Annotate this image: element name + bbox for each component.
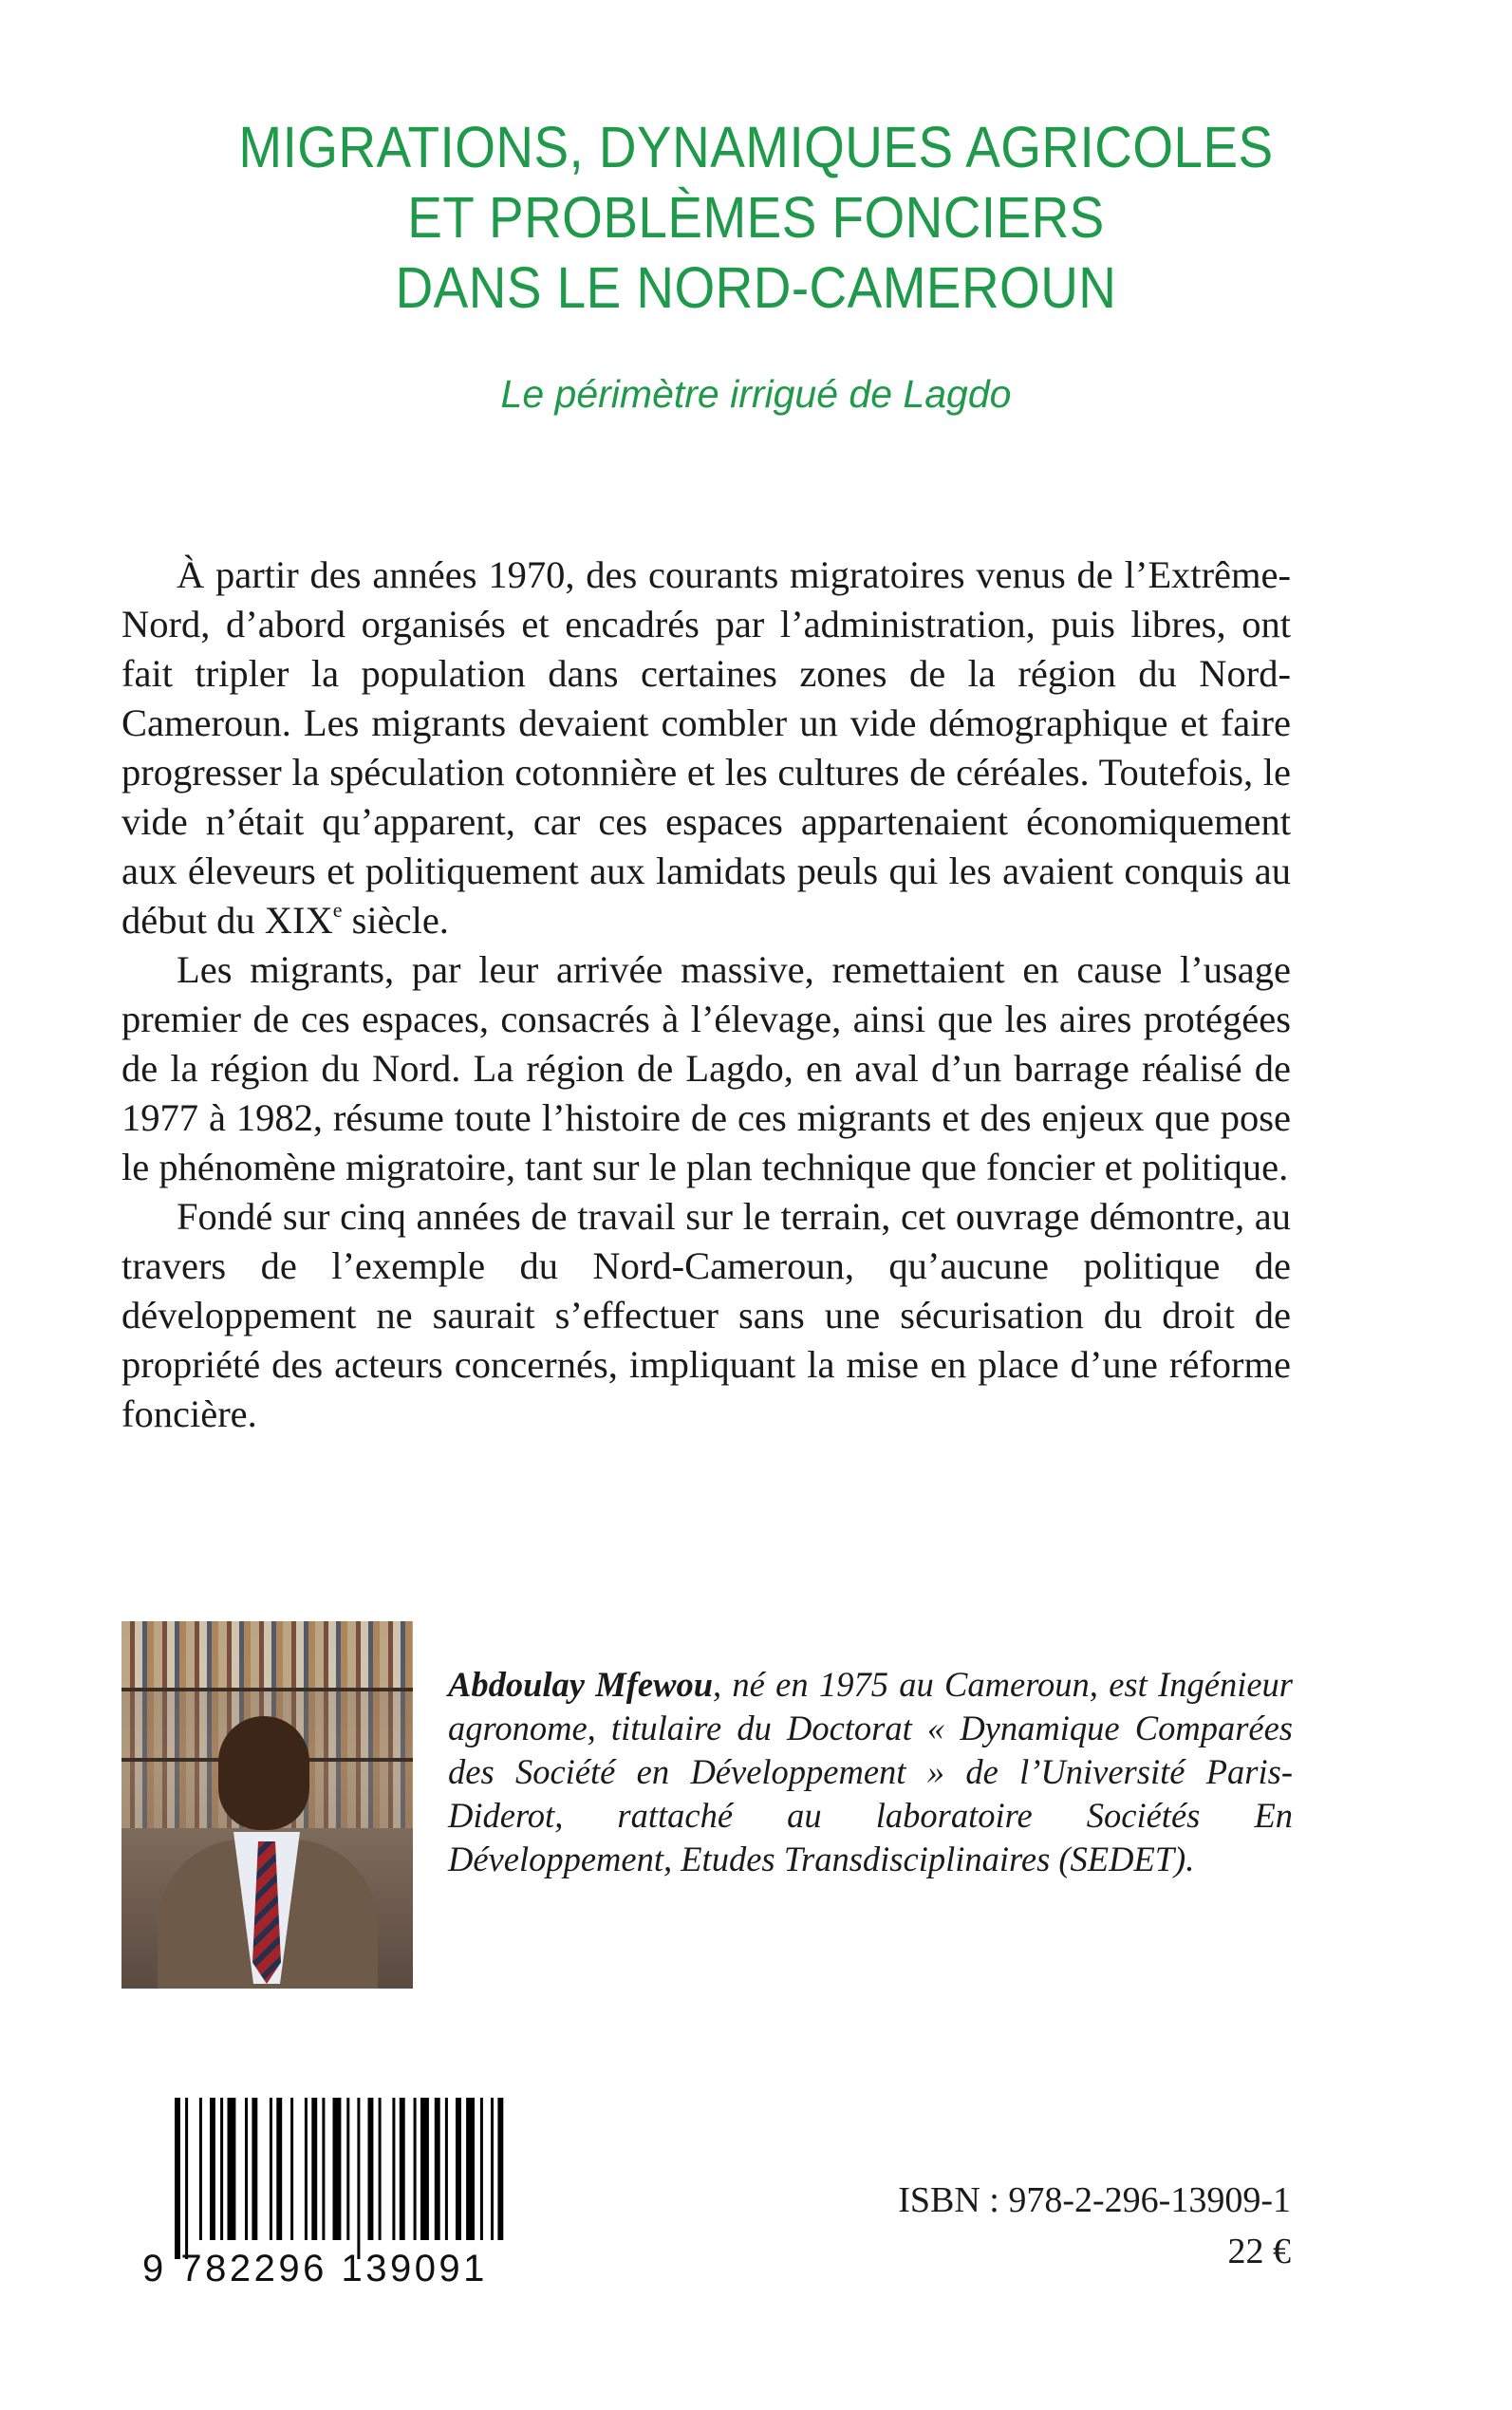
- barcode-bar: [357, 2098, 360, 2259]
- barcode-bar: [220, 2098, 223, 2240]
- barcode-bar: [414, 2098, 417, 2240]
- barcode-bar: [245, 2098, 248, 2240]
- barcode-bar: [346, 2098, 349, 2240]
- barcode-bar: [276, 2098, 282, 2240]
- barcode-bar: [400, 2098, 405, 2240]
- barcode-bar: [392, 2098, 395, 2240]
- barcode-bar: [270, 2098, 272, 2240]
- barcode-digits: 9 782296 139091: [142, 2248, 488, 2289]
- barcode-bar: [228, 2098, 236, 2240]
- barcode-bar: [456, 2098, 461, 2240]
- author-name: Abdoulay Mfewou: [448, 1665, 713, 1704]
- title-line-2: ET PROBLÈMES FONCIERS: [407, 185, 1105, 250]
- price: 22 €: [1227, 2232, 1291, 2271]
- barcode-bar: [368, 2098, 374, 2240]
- summary-text: [121, 551, 1291, 1439]
- barcode-bar: [497, 2098, 503, 2240]
- barcode-bar: [420, 2098, 429, 2240]
- barcode-bar: [466, 2098, 475, 2240]
- barcode-bar: [199, 2098, 202, 2240]
- barcode-bar: [185, 2098, 188, 2259]
- summary-paragraph-2: Les migrants, par leur arrivée massive, remettaient en cause l’usage premier de ces espaces, consacrés à l’élevage, ainsi que les aires protégées de la région du Nord. La région de Lagdo, en aval d’un barrage réalisé de 1977 à 1982, résume toute l’histoire de ces migrants et des enjeux que pose le phénomène migratoire, tant sur le plan technique que foncier et politique.: [121, 948, 1291, 1188]
- barcode-bar: [252, 2098, 257, 2240]
- barcode-bar: [311, 2098, 317, 2240]
- barcode-bar: [175, 2098, 180, 2259]
- author-bio-text: , né en 1975 au Cameroun, est Ingénieur agronome, titulaire du Doctorat « Dynamique Comparées des Société en Développement » de l’Université Paris-Diderot, rattaché au laboratoire Sociétés En Développement, Etudes Transdisciplinaires (SEDET).: [448, 1665, 1293, 1878]
- barcode-bar: [445, 2098, 448, 2240]
- book-subtitle: Le périmètre irrigué de Lagdo: [500, 372, 1012, 416]
- summary-paragraph-1: À partir des années 1970, des courants migratoires venus de l’Extrême-Nord, d’abord organisés et encadrés par l’administration, puis libres, ont fait tripler la population dans certaines zones de la région du Nord-Cameroun. Les migrants devaient combler un vide démographique et faire progresser la spéculation cotonnière et les cultures de céréales. Toutefois, le vide n’était qu’apparent, car ces espaces appartenaient économiquement aux éleveurs et politiquement aux lamidats peuls qui les avaient conquis au début du XIXe siècle.: [121, 553, 1291, 942]
- isbn: ISBN : 978-2-296-13909-1: [898, 2180, 1291, 2220]
- barcode-bar: [435, 2098, 440, 2240]
- barcode-image: [171, 2098, 513, 2259]
- barcode-bar: [491, 2098, 494, 2240]
- barcode-bar: [210, 2098, 215, 2240]
- title-line-1: MIGRATIONS, DYNAMIQUES AGRICOLES: [238, 115, 1274, 179]
- title-line-3: DANS LE NORD-CAMEROUN: [395, 255, 1117, 320]
- author-bio: [448, 1663, 1293, 1881]
- summary-paragraph-3: Fondé sur cinq années de travail sur le terrain, cet ouvrage démontre, au travers de l’exemple du Nord-Cameroun, qu’aucune politique de développement ne saurait s’effectuer sans une sécurisation du droit de propriété des acteurs concernés, impliquant la mise en place d’une réforme foncière.: [121, 1195, 1291, 1435]
- barcode-bar: [333, 2098, 342, 2240]
- barcode-bar: [290, 2098, 293, 2240]
- barcode-bar: [322, 2098, 325, 2240]
- barcode-bar: [305, 2098, 308, 2240]
- book-title: [0, 112, 1512, 323]
- barcode-bar: [379, 2098, 382, 2240]
- barcode-bar: [480, 2098, 483, 2240]
- author-photo: [121, 1621, 413, 1989]
